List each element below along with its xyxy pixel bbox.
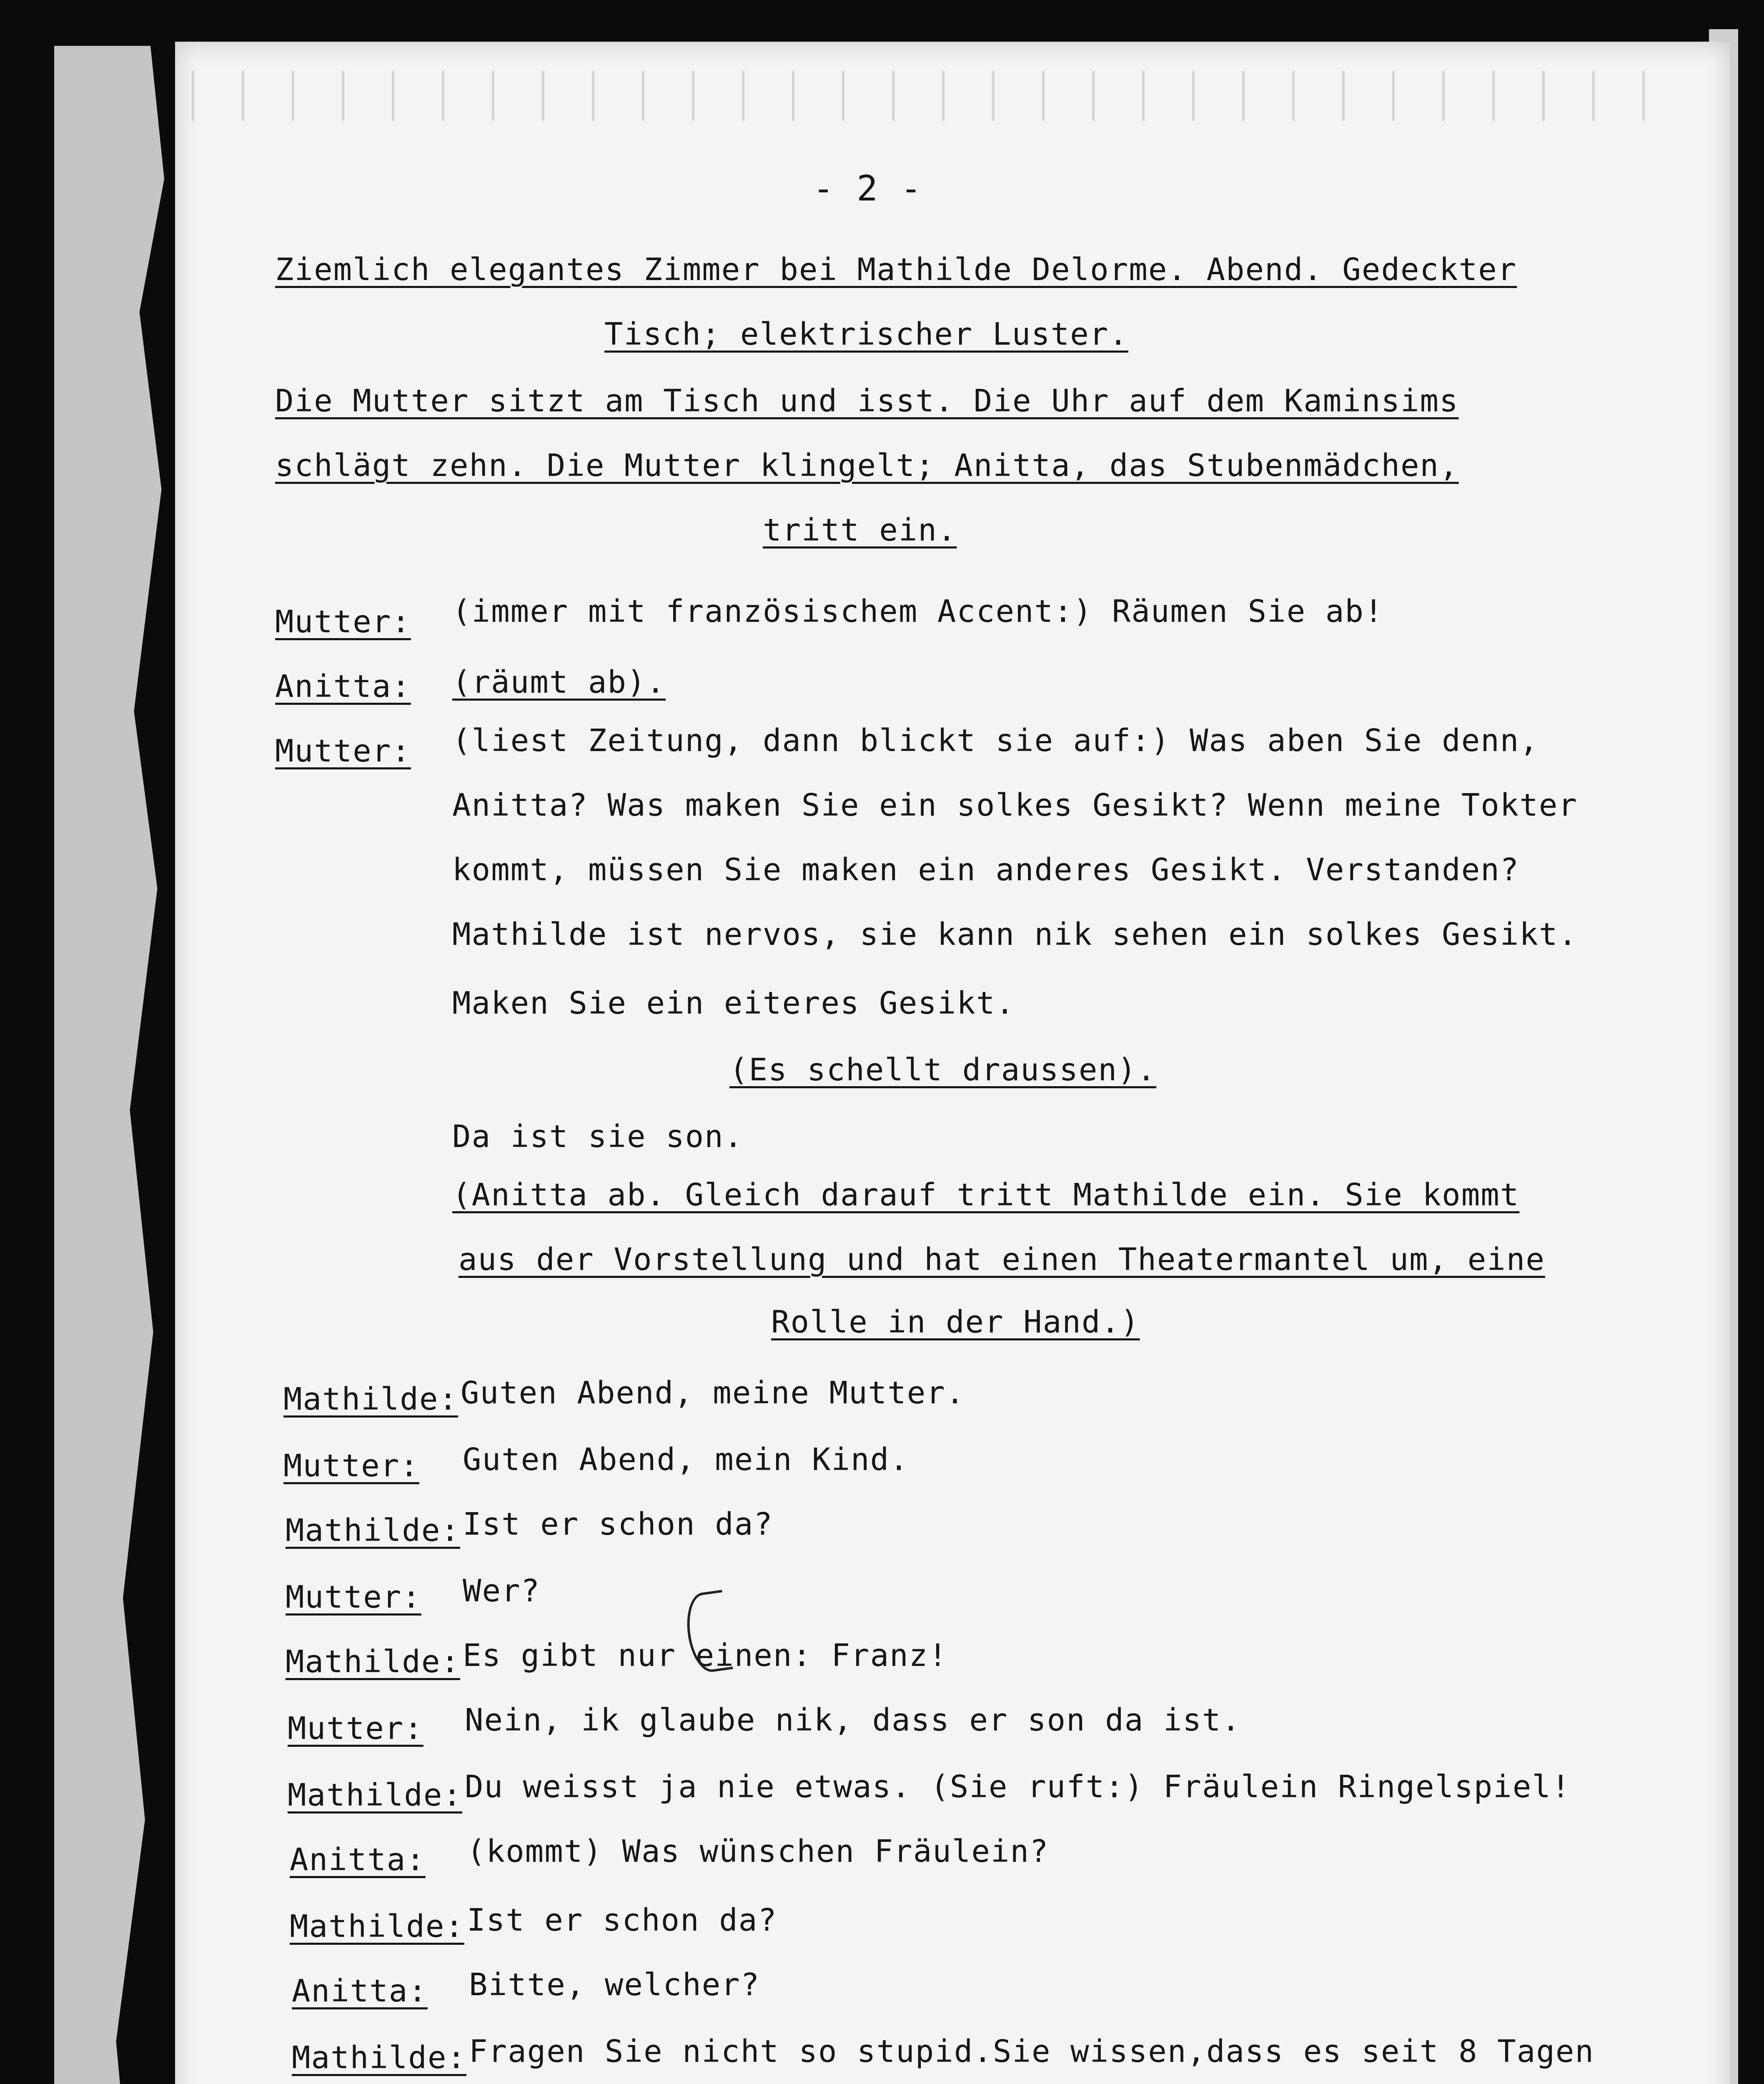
torn-page-edge bbox=[54, 46, 192, 2084]
dialogue-line: Mathilde ist nervos, sie kann nik sehen ein solkes Gesikt. bbox=[452, 917, 1578, 952]
dialogue-line: (liest Zeitung, dann blickt sie auf:) Was aben Sie denn, bbox=[452, 723, 1539, 759]
dialogue-line: Anitta? Was maken Sie ein solkes Gesikt? Wenn meine Tokter bbox=[452, 787, 1578, 823]
dialogue-line: Maken Sie ein eiteres Gesikt. bbox=[452, 985, 1015, 1021]
bleed-through-marks bbox=[175, 71, 1676, 121]
stage-direction-line: tritt ein. bbox=[763, 512, 957, 548]
speaker-label: Anitta: bbox=[290, 1842, 426, 1878]
dialogue-line: Bitte, welcher? bbox=[469, 1967, 760, 2003]
dialogue-line: kommt, müssen Sie maken ein anderes Gesikt. Verstanden? bbox=[452, 852, 1520, 888]
stage-direction-line: (Anitta ab. Gleich darauf tritt Mathilde ein. Sie kommt bbox=[452, 1177, 1520, 1213]
stage-direction-line: Die Mutter sitzt am Tisch und isst. Die Uhr auf dem Kaminsims bbox=[275, 383, 1459, 419]
speaker-label: Mutter: bbox=[275, 604, 411, 640]
dialogue-line: Guten Abend, meine Mutter. bbox=[461, 1375, 965, 1411]
dialogue-line: Da ist sie son. bbox=[452, 1119, 744, 1155]
speaker-label: Mathilde: bbox=[288, 1777, 462, 1813]
speaker-label: Mathilde: bbox=[283, 1381, 458, 1417]
stage-direction-line: aus der Vorstellung und hat einen Theatermantel um, eine bbox=[459, 1242, 1545, 1277]
stage-direction-line: schlägt zehn. Die Mutter klingelt; Anitta, das Stubenmädchen, bbox=[275, 448, 1459, 483]
speaker-label: Mathilde: bbox=[292, 2040, 466, 2076]
page-number: - 2 - bbox=[813, 168, 922, 209]
dialogue-line: Nein, ik glaube nik, dass er son da ist. bbox=[465, 1702, 1241, 1738]
dialogue-line: Du weisst ja nie etwas. (Sie ruft:) Fräulein Ringelspiel! bbox=[465, 1769, 1571, 1805]
stage-direction-line: Tisch; elektrischer Luster. bbox=[604, 316, 1128, 352]
speaker-label: Mutter: bbox=[286, 1579, 421, 1615]
speaker-label: Mutter: bbox=[283, 1448, 419, 1484]
dialogue-line: Guten Abend, mein Kind. bbox=[463, 1442, 909, 1478]
stage-direction-line: Rolle in der Hand.) bbox=[771, 1304, 1140, 1340]
speaker-label: Mutter: bbox=[288, 1711, 423, 1746]
speaker-label: Anitta: bbox=[292, 1973, 428, 2009]
speaker-label: Mutter: bbox=[275, 733, 411, 769]
dialogue-line: Ist er schon da? bbox=[467, 1902, 777, 1938]
stage-direction-line: Ziemlich elegantes Zimmer bei Mathilde Delorme. Abend. Gedeckter bbox=[275, 252, 1517, 288]
dialogue-line: (räumt ab). bbox=[452, 664, 666, 700]
dialogue-line: Es gibt nur einen: Franz! bbox=[463, 1638, 948, 1673]
dialogue-line: Wer? bbox=[463, 1573, 541, 1609]
dialogue-line: (kommt) Was wünschen Fräulein? bbox=[467, 1834, 1049, 1869]
speaker-label: Anitta: bbox=[275, 669, 411, 704]
speaker-label: Mathilde: bbox=[286, 1644, 460, 1680]
dialogue-line: Ist er schon da? bbox=[463, 1506, 773, 1542]
stage-direction-line: (Es schellt draussen). bbox=[729, 1052, 1157, 1088]
dialogue-line: Fragen Sie nicht so stupid.Sie wissen,dass es seit 8 Tagen bbox=[469, 2034, 1595, 2069]
dialogue-line: (immer mit französischem Accent:) Räumen Sie ab! bbox=[452, 594, 1384, 629]
speaker-label: Mathilde: bbox=[286, 1513, 460, 1548]
speaker-label: Mathilde: bbox=[290, 1909, 464, 1944]
